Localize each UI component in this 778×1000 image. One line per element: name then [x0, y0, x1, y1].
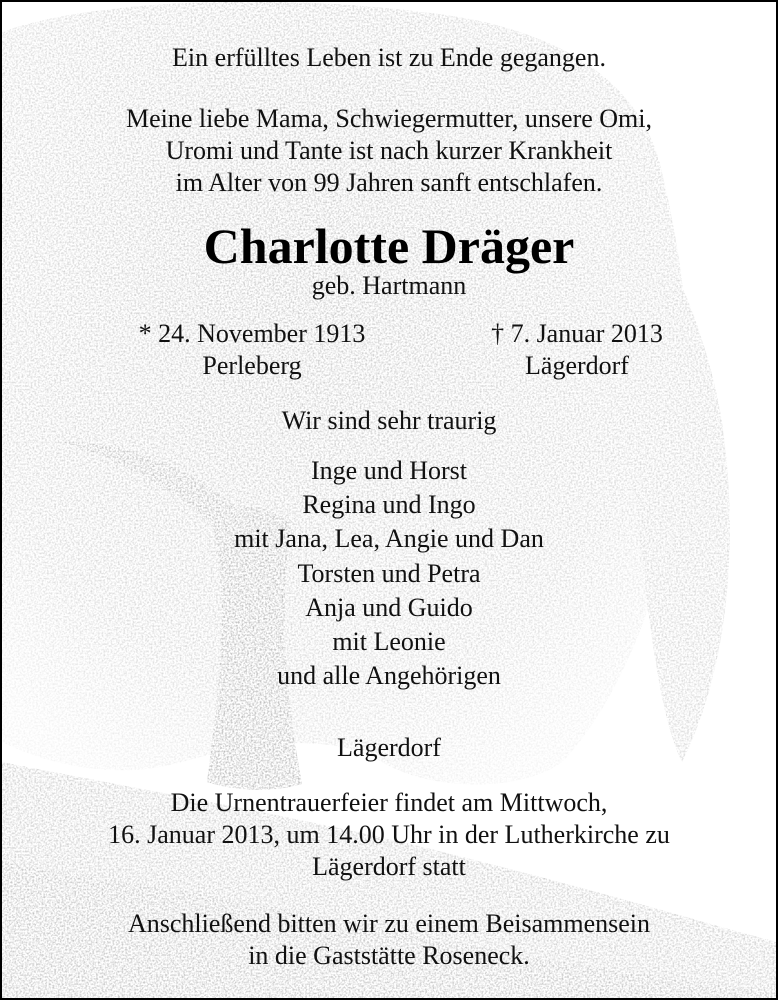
- mourner-entry: mit Jana, Lea, Angie und Dan: [234, 524, 544, 554]
- mourners-place: Lägerdorf: [337, 733, 441, 762]
- intro-line: [2, 42, 776, 74]
- message-line: im Alter von 99 Jahren sanft entschlafen.: [175, 168, 603, 197]
- mourner-entry: Torsten und Petra: [297, 558, 481, 588]
- mourner-entry: Regina und Ingo: [302, 490, 476, 520]
- death-date: † 7. Januar 2013: [491, 319, 663, 348]
- service-line: Die Urnentrauerfeier findet am Mittwoch,: [170, 788, 608, 817]
- message-line: Meine liebe Mama, Schwiegermutter, unsere Omi,: [125, 104, 653, 133]
- death-message: [2, 103, 776, 199]
- birth-place: Perleberg: [202, 351, 302, 380]
- mourning-line: Wir sind sehr traurig: [281, 406, 497, 435]
- intro-text: Ein erfülltes Leben ist zu Ende gegangen.: [172, 43, 606, 72]
- service-line: 16. Januar 2013, um 14.00 Uhr in der Lutherkirche zu: [108, 820, 670, 849]
- mourner-entry: und alle Angehörigen: [277, 661, 501, 691]
- mourner-entry: Inge und Horst: [311, 456, 467, 485]
- gathering-line: in die Gaststätte Roseneck.: [248, 941, 530, 970]
- funeral-service-info: [2, 787, 776, 883]
- gathering-info: [2, 908, 776, 972]
- deceased-name: Charlotte Dräger: [203, 218, 575, 274]
- service-line: Lägerdorf statt: [312, 852, 466, 881]
- death-place: Lägerdorf: [525, 351, 629, 380]
- birth-date: * 24. November 1913: [138, 319, 366, 348]
- death-info: [462, 318, 692, 382]
- maiden-name: geb. Hartmann: [311, 271, 467, 300]
- mourner-entry: Anja und Guido: [305, 592, 473, 622]
- gathering-line: Anschließend bitten wir zu einem Beisammensein: [127, 909, 651, 938]
- birth-info: [112, 318, 392, 382]
- mourners-list: [2, 454, 776, 693]
- message-line: Uromi und Tante ist nach kurzer Krankheit: [165, 136, 613, 165]
- mourner-entry: mit Leonie: [332, 627, 446, 657]
